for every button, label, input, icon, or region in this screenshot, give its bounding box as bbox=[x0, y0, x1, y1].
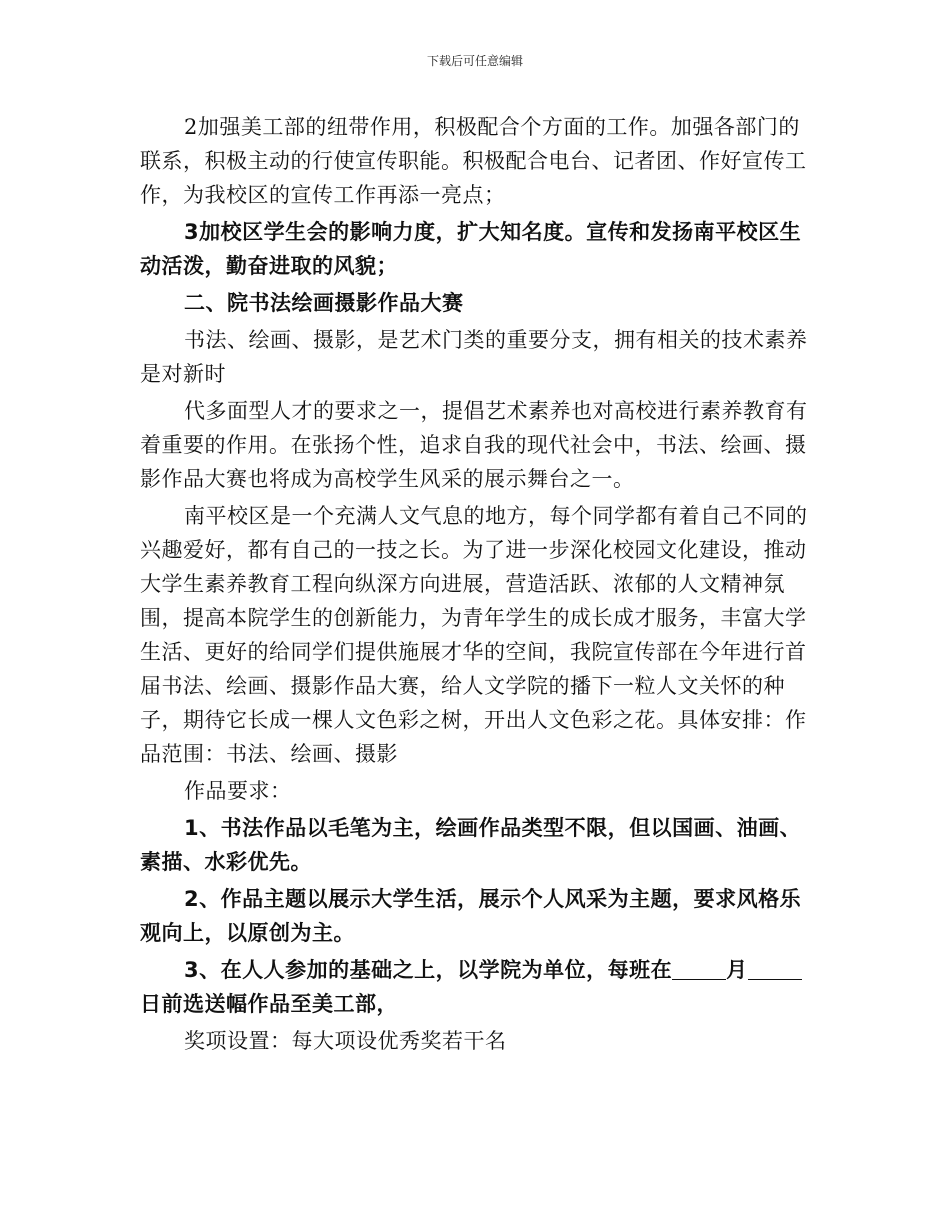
section-heading: 二、院书法绘画摄影作品大赛 bbox=[184, 291, 464, 315]
blank-line-day bbox=[748, 955, 802, 980]
paragraph-11: 奖项设置：每大项设优秀奖若干名 bbox=[184, 1029, 507, 1053]
paragraph-1: 2加强美工部的纽带作用，积极配合个方面的工作。加强各部门的联系，积极主动的行使宣传职能。积极配合电台、记者团、作好宣传工作，为我校区的宣传工作再添一亮点； bbox=[140, 115, 807, 207]
blank-line-month bbox=[672, 955, 726, 980]
requirement-1: 1、书法作品以毛笔为主，绘画作品类型不限，但以国画、油画、素描、水彩优先。 bbox=[140, 816, 802, 874]
paragraph-2: 3加校区学生会的影响力度，扩大知名度。宣传和发扬南平校区生动活泼，勤奋进取的风貌； bbox=[140, 220, 802, 278]
paragraph-7: 作品要求： bbox=[184, 779, 292, 803]
requirement-3-part-a: 3、在人人参加的基础之上，以学院为单位，每班在 bbox=[184, 958, 673, 982]
paragraph-5: 代多面型人才的要求之一，提倡艺术素养也对高校进行素养教育有着重要的作用。在张扬个性，追求自我的现代社会中，书法、绘画、摄影作品大赛也将成为高校学生风采的展示舞台之一。 bbox=[140, 399, 808, 491]
requirement-3-part-b: 月 bbox=[726, 958, 748, 982]
requirement-2: 2、作品主题以展示大学生活，展示个人风采为主题，要求风格乐观向上，以原创为主。 bbox=[140, 887, 802, 945]
paragraph-6: 南平校区是一个充满人文气息的地方，每个同学都有着自己不同的兴趣爱好，都有自己的一技之长。为了进一步深化校园文化建设，推动大学生素养教育工程向纵深方向进展，营造活跃、浓郁的人文精神氛围，提高本院学生的创新能力，为青年学生的成长成才服务，丰富大学生活、更好的给同学们提供施展才华的空间，我院宣传部在今年进行首届书法、绘画、摄影作品大赛，给人文学院的播下一粒人文关怀的种子，期待它长成一棵人文色彩之树，开出人文色彩之花。具体安排：作品范围：书法、绘画、摄影 bbox=[140, 504, 808, 766]
paragraph-4: 书法、绘画、摄影，是艺术门类的重要分支，拥有相关的技术素养是对新时 bbox=[140, 328, 808, 386]
document-body bbox=[140, 110, 812, 1058]
requirement-3-part-c: 日前选送幅作品至美工部， bbox=[140, 992, 398, 1016]
requirement-3 bbox=[140, 953, 812, 1021]
page-header: 下载后可任意编辑 bbox=[426, 54, 523, 68]
